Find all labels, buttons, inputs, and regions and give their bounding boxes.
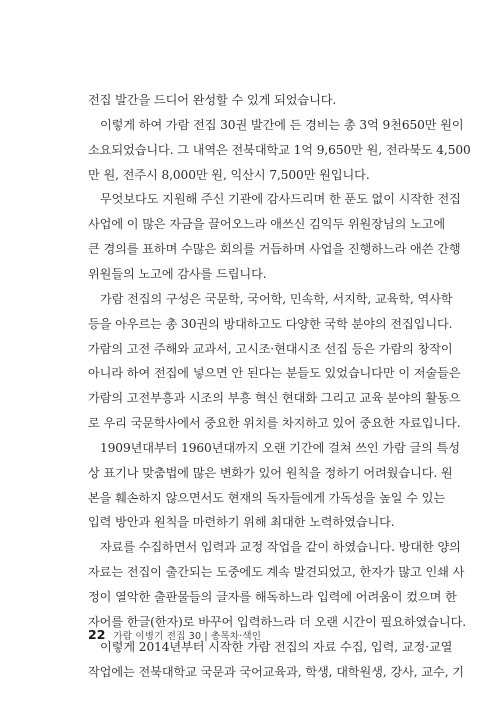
text-line: 이렇게 2014년부터 시작한 가람 전집의 자료 수집, 입력, 교정·교열 <box>100 639 453 654</box>
text-line: 사업에 이 많은 자금을 끌어오느라 애쓰신 김익두 위원장님의 노고에 <box>88 217 446 232</box>
text-line: 1909년대부터 1960년대까지 오랜 기간에 걸쳐 쓰인 가람 글의 특성 <box>100 440 460 455</box>
text-line: 로 우리 국문학사에서 중요한 위치를 차지하고 있어 중요한 자료입니다. <box>88 416 461 431</box>
running-title: 가람 이병기 전집 30 | 총목차·색인 <box>113 631 262 642</box>
text-line: 소요되었습니다. 그 내역은 전북대학교 1억 9,650만 원, 전라북도 4,500 <box>88 142 471 157</box>
text-line: 이렇게 하여 가람 전집 30권 발간에 든 경비는 총 3억 9천650만 원이 <box>100 117 464 132</box>
text-line: 가람의 고전 주해와 교과서, 고시조·현대시조 선집 등은 가람의 창작이 <box>88 341 453 356</box>
text-line: 본을 훼손하지 않으면서도 현재의 독자들에게 가독성을 높일 수 있는 <box>88 490 446 505</box>
text-line: 입력 방안과 원칙을 마련하기 위해 최대한 노력하였습니다. <box>88 515 395 530</box>
text-line: 상 표기나 맞춤법에 많은 변화가 있어 원칙을 정하기 어려웠습니다. 원 <box>88 465 453 480</box>
text-line: 자료는 전집이 출간되는 도중에도 계속 발견되었고, 한자가 많고 인쇄 사 <box>88 565 465 580</box>
text-line: 큰 경의를 표하며 수많은 회의를 거듭하며 사업을 진행하느라 애쓴 간행 <box>88 242 461 257</box>
text-line: 가람의 고전부흥과 시조의 부흥 혁신 현대화 그리고 교육 분야의 활동으 <box>88 391 461 406</box>
text-line: 위원들의 노고에 감사를 드립니다. <box>88 266 267 281</box>
text-line: 가람 전집의 구성은 국문학, 국어학, 민속학, 서지학, 교육학, 역사학 <box>100 291 453 306</box>
page-number: 22 <box>88 627 106 642</box>
text-line: 정이 열악한 출판물들의 글자를 해독하느라 입력에 어려움이 컸으며 한 <box>88 590 457 604</box>
text-line: 작업에는 전북대학교 국문과 국어교육과, 학생, 대학원생, 강사, 교수, 기 <box>88 664 464 679</box>
text-line: 등을 아우르는 총 30권의 방대하고도 다양한 국학 분야의 전집입니다. <box>88 316 453 331</box>
text-line: 무엇보다도 지원해 주신 기관에 감사드리며 한 푼도 없이 시작한 전집 <box>100 192 461 207</box>
text-line: 자료를 수집하면서 입력과 교정 작업을 같이 하였습니다. 방대한 양의 <box>100 540 461 555</box>
text-line: 자어를 한글(한자)로 바꾸어 입력하느라 더 오랜 시간이 필요하였습니다. <box>88 614 467 629</box>
text-line: 전집 발간을 드디어 완성할 수 있게 되었습니다. <box>88 93 337 107</box>
text-line: 만 원, 전주시 8,000만 원, 익산시 7,500만 원입니다. <box>88 167 370 182</box>
text-line: 아니라 하여 전집에 넣으면 안 된다는 분들도 있었습니다만 이 저술들은 <box>88 366 461 381</box>
page-footer <box>88 627 261 643</box>
